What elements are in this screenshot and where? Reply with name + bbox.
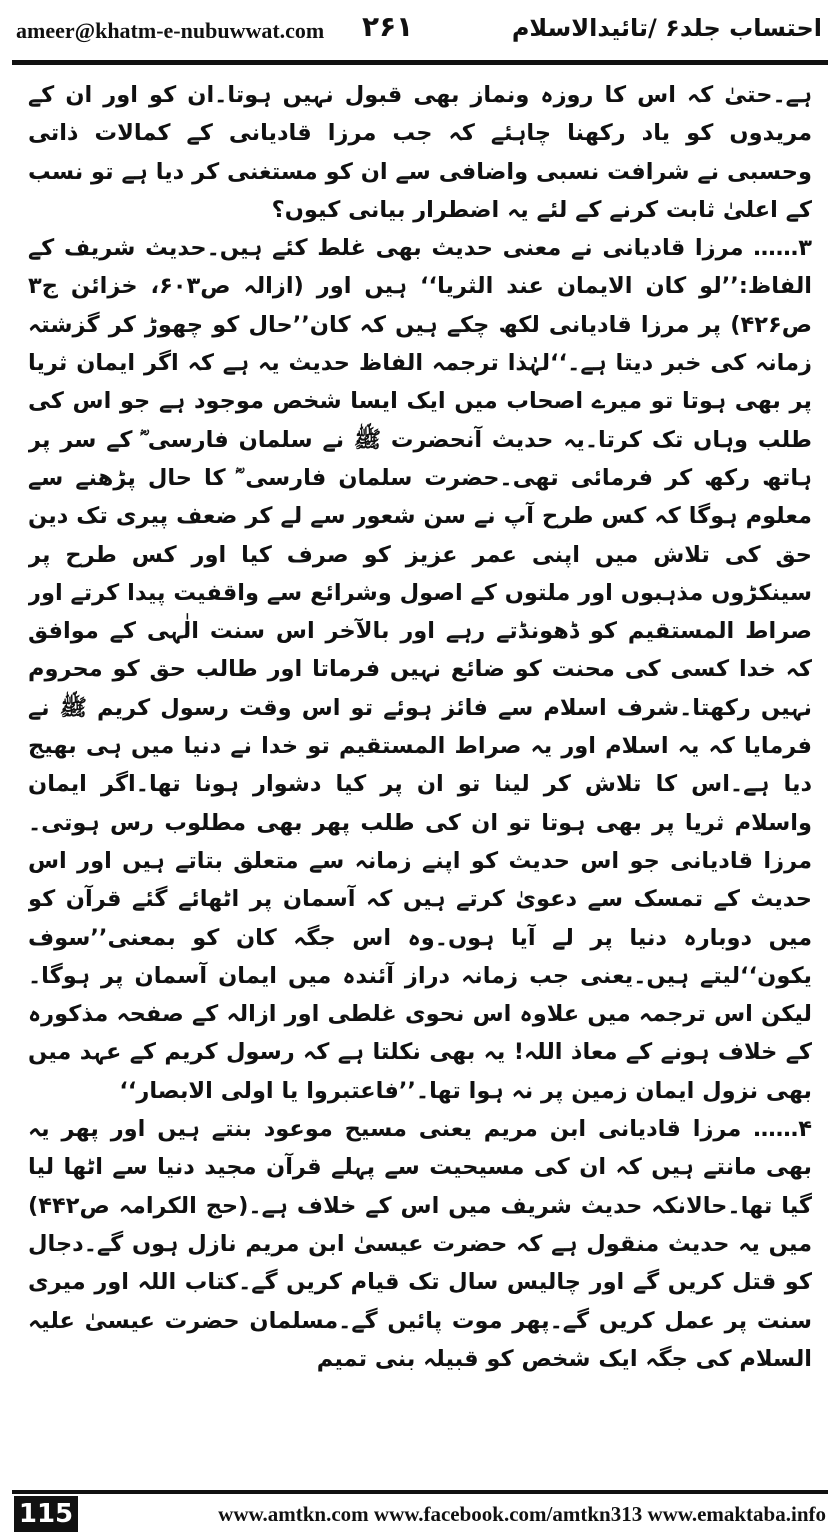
page-header	[12, 8, 828, 52]
paragraph-1: ہے۔حتیٰ کہ اس کا روزہ ونماز بھی قبول نہیں ہوتا۔ان کو اور ان کے مریدوں کو یاد رکھنا چاہئے کہ جب مرزا قادیانی کے کمالات ذاتی وحسبی نے شرافت نسبی واضافی سے ان کو مستغنی کر دیا ہے تو نسب کے اعلیٰ ثابت کرنے کے لئے یہ اضطرار بیانی کیوں؟	[28, 82, 812, 223]
footer-divider	[12, 1490, 828, 1494]
footer-links: www.amtkn.com www.facebook.com/amtkn313 www.emaktaba.info	[218, 1502, 826, 1526]
header-book-title: احتساب جلد۶ /تائیدالاسلام	[511, 14, 822, 42]
footer-page-number: 115	[14, 1496, 78, 1532]
header-page-number: ۲۶۱	[362, 10, 414, 43]
header-email: ameer@khatm-e-nubuwwat.com	[16, 18, 325, 43]
header-divider	[12, 60, 828, 65]
page-body	[28, 76, 812, 1450]
paragraph-2: ۳…… مرزا قادیانی نے معنی حدیث بھی غلط کئے ہیں۔حدیث شریف کے الفاظ:’’لو کان الایمان عند الثریا‘‘ ہیں اور (ازالہ ص۶۰۳، خزائن ج۳ ص۴۲۶) پر مرزا قادیانی لکھ چکے ہیں کہ کان’’حال کو چھوڑ کر گزشتہ زمانہ کی خبر دیتا ہے۔‘‘لہٰذا ترجمہ الفاظ حدیث یہ ہے کہ اگر ایمان ثریا پر بھی ہوتا تو میرے اصحاب میں ایک ایسا شخص موجود ہے جو اس کی طلب وہاں تک کرتا۔یہ حدیث آنحضرت ﷺ نے سلمان فارسی ؓ کے سر پر ہاتھ رکھ کر فرمائی تھی۔حضرت سلمان فارسی ؓ کا حال پڑھنے سے معلوم ہوگا کہ کس طرح آپ نے سن شعور سے لے کر ضعف پیری تک دین حق کی تلاش میں اپنی عمر عزیز کو صرف کیا اور کس طرح پر سینکڑوں مذہبوں اور ملتوں کے اصول وشرائع سے واقفیت پیدا کرتے اور صراط المستقیم کو ڈھونڈتے رہے اور بالآخر اس سنت الٰہی کے موافق کہ خدا کسی کی محنت کو ضائع نہیں فرماتا اور طالب حق کو محروم نہیں رکھتا۔شرف اسلام سے فائز ہوئے تو اس وقت رسول کریم ﷺ نے فرمایا کہ یہ اسلام اور یہ صراط المستقیم تو خدا نے دنیا میں ہی بھیج دیا ہے۔اس کا تلاش کر لینا تو ان پر کیا دشوار ہونا تھا۔اگر ایمان واسلام ثریا پر بھی ہوتا تو ان کی طلب پھر بھی مطلوب رس ہوتی۔مرزا قادیانی جو اس حدیث کو اپنے زمانہ سے متعلق بتاتے ہیں اور اس حدیث کے تمسک سے دعویٰ کرتے ہیں کہ آسمان پر اٹھائے گئے قرآن کو میں دوبارہ دنیا پر لے آیا ہوں۔وہ اس جگہ کان کو بمعنی’’سوف یکون‘‘لیتے ہیں۔یعنی جب زمانہ دراز آئندہ میں ایمان آسمان پر ہوگا۔لیکن اس ترجمہ میں علاوہ اس نحوی غلطی اور ازالہ کے صفحہ مذکورہ کے خلاف ہونے کے معاذ اللہ! یہ بھی نکلتا ہے کہ رسول کریم کے عہد میں بھی نزول ایمان زمین پر نہ ہوا تھا۔’’فاعتبروا یا اولی الابصار‘‘	[28, 235, 812, 1104]
paragraph-3: ۴…… مرزا قادیانی ابن مریم یعنی مسیح موعود بنتے ہیں اور پھر یہ بھی مانتے ہیں کہ ان کی مسیحیت سے پہلے قرآن مجید دنیا سے اٹھا لیا گیا تھا۔حالانکہ حدیث شریف میں اس کے خلاف ہے۔(حج الکرامہ ص۴۴۲) میں یہ حدیث منقول ہے کہ حضرت عیسیٰ ابن مریم نازل ہوں گے۔دجال کو قتل کریں گے اور چالیس سال تک قیام کریں گے۔کتاب اللہ اور میری سنت پر عمل کریں گے۔پھر موت پائیں گے۔مسلمان حضرت عیسیٰ علیہ السلام کی جگہ ایک شخص کو قبیلہ بنی تمیم	[28, 1116, 812, 1372]
